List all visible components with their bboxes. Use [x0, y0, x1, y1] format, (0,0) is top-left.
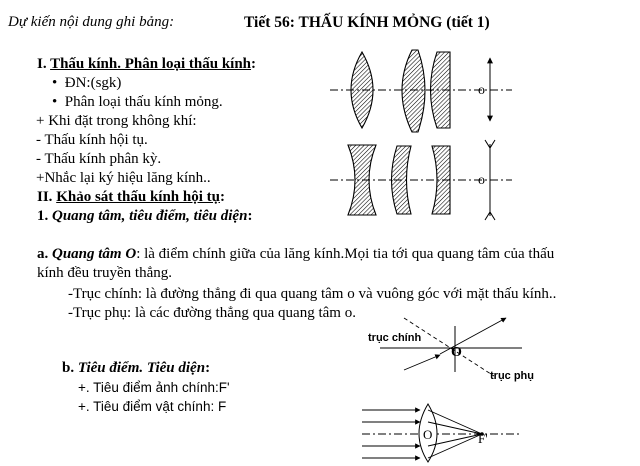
- bullet-classification: • Phân loại thấu kính mỏng.: [52, 94, 223, 110]
- part-a-term: Quang tâm O: [52, 246, 137, 262]
- secondary-axis-line: [404, 318, 494, 376]
- part-b-label: b.: [62, 360, 75, 376]
- secondary-axis-definition: -Trục phụ: là các đường thẳng qua quang tâm o.: [68, 305, 356, 321]
- section-2-title: Khảo sát thấu kính hội tụ: [56, 189, 221, 205]
- object-focus-item: +. Tiêu điểm vật chính: F: [78, 399, 227, 414]
- biconvex-lens: [351, 52, 373, 128]
- subsection-1-colon: :: [247, 208, 253, 224]
- bullet-definition: • ĐN:(sgk): [52, 75, 122, 91]
- planoconvex-lens: [402, 50, 425, 132]
- subsection-1-title: Quang tâm, tiêu điểm, tiêu diện: [52, 208, 248, 224]
- convex-meniscus-lens: [431, 52, 451, 128]
- section-2-number: II.: [37, 189, 53, 205]
- planoconcave-lens: [432, 146, 450, 214]
- line-recall-symbol: +Nhắc lại ký hiệu lăng kính..: [36, 170, 211, 186]
- concave-meniscus-lens: [392, 146, 412, 214]
- focus-label: F': [478, 431, 488, 446]
- main-axis-label: trục chính: [368, 332, 422, 344]
- part-a-text-1: : là điểm chính giữa của lăng kính.Mọi tia tới qua quang tâm của thấu: [136, 246, 555, 262]
- section-2-colon: :: [220, 189, 226, 205]
- section-1-title: Thấu kính. Phân loại thấu kính: [50, 56, 252, 72]
- main-axis-definition: -Trục chính: là đường thẳng đi qua quang tâm o và vuông góc với mặt thấu kính..: [68, 286, 557, 302]
- lens-center-label-top: o: [478, 83, 485, 98]
- line-in-air: + Khi đặt trong không khí:: [36, 113, 197, 129]
- part-b-colon: :: [205, 360, 211, 376]
- section-1-colon: :: [251, 56, 257, 72]
- ray-in: [404, 355, 440, 370]
- subsection-1-number: 1.: [37, 208, 49, 224]
- focus-diagram: [362, 404, 520, 462]
- secondary-axis-label: trục phụ: [490, 370, 534, 382]
- line-converging: - Thấu kính hội tụ.: [36, 132, 148, 148]
- bullet-text: ĐN:(sgk): [64, 75, 122, 91]
- part-a-label: a.: [37, 246, 49, 262]
- bullet-text: Phân loại thấu kính mỏng.: [64, 94, 223, 110]
- lens-center-label-bottom: o: [478, 173, 485, 188]
- section-1-number: I.: [37, 56, 47, 72]
- ray-out: [440, 318, 506, 354]
- board-note: Dự kiến nội dung ghi bảng:: [8, 14, 175, 30]
- optical-center-label: O: [451, 345, 462, 360]
- line-diverging: - Thấu kính phân kỳ.: [36, 151, 162, 167]
- part-b-term: Tiêu điểm. Tiêu diện: [77, 360, 206, 376]
- image-focus-item: +. Tiêu điểm ảnh chính:F': [78, 380, 230, 395]
- part-a-line-2: kính đều truyền thẳng.: [37, 265, 172, 281]
- page-title: Tiết 56: THẤU KÍNH MỎNG (tiết 1): [244, 14, 490, 31]
- focus-center-label: O: [423, 427, 433, 442]
